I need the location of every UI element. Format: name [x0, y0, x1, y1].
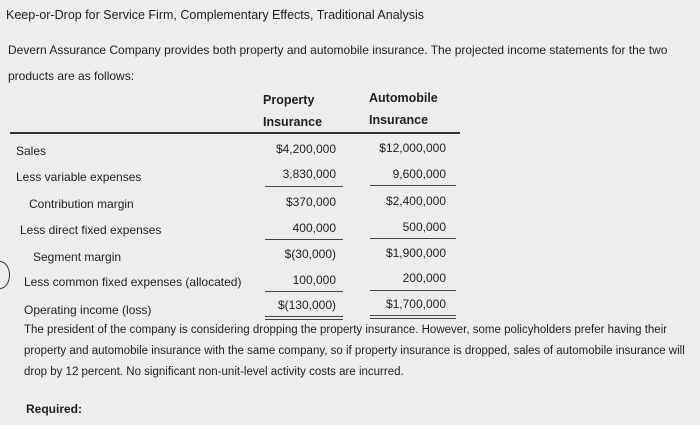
property-sales: $4,200,000: [275, 142, 336, 156]
property-header-line1: Property: [263, 93, 315, 107]
property-double-rule-top: [265, 316, 343, 317]
automobile-rule-3: [370, 290, 456, 291]
automobile-operating-income: $1,700,000: [385, 297, 446, 311]
property-segment-margin: $(30,000): [284, 247, 336, 261]
problem-paragraph: The president of the company is considering dropping the property insurance. However, some policyholders prefer having their property and automobile insurance with the same company, so if property insurance is dropped, sales of automobile insurance will drop by 12 percent. No significant non-unit-level activity costs are incurred.: [24, 324, 685, 378]
property-direct-fixed: 400,000: [292, 221, 336, 235]
property-common-fixed: 100,000: [292, 273, 336, 287]
automobile-rule-1: [370, 185, 456, 186]
left-edge-bracket: [0, 261, 10, 289]
property-rule-2: [265, 239, 343, 240]
property-rule-1: [265, 186, 343, 187]
row-label-sales: Sales: [16, 144, 47, 158]
automobile-double-rule-top: [370, 315, 456, 316]
problem-intro: Devern Assurance Company provides both property and automobile insurance. The projected income statements for the two products are as follows:: [8, 43, 668, 83]
automobile-header-line2: Insurance: [369, 113, 429, 127]
row-label-variable-expenses: Less variable expenses: [16, 170, 142, 184]
row-label-common-fixed: Less common fixed expenses (allocated): [24, 275, 242, 289]
row-label-direct-fixed: Less direct fixed expenses: [20, 223, 162, 237]
header-rule: [10, 132, 460, 134]
row-label-contribution-margin: Contribution margin: [29, 197, 134, 211]
property-contribution-margin: $370,000: [285, 195, 336, 209]
automobile-direct-fixed: 500,000: [402, 220, 446, 234]
row-label-operating-income: Operating income (loss): [24, 303, 152, 317]
automobile-contribution-margin: $2,400,000: [385, 194, 446, 208]
automobile-sales: $12,000,000: [379, 141, 446, 155]
automobile-variable-expenses: 9,600,000: [392, 167, 446, 181]
required-heading: Required:: [26, 402, 83, 416]
automobile-common-fixed: 200,000: [402, 271, 446, 285]
automobile-double-rule-bottom: [370, 318, 456, 319]
automobile-rule-2: [370, 238, 456, 239]
property-operating-income: $(130,000): [277, 298, 336, 312]
row-label-segment-margin: Segment margin: [33, 250, 122, 264]
property-header-line2: Insurance: [263, 115, 323, 129]
property-rule-3: [265, 291, 343, 292]
automobile-segment-margin: $1,900,000: [385, 246, 446, 260]
property-variable-expenses: 3,830,000: [282, 167, 336, 181]
problem-title: Keep-or-Drop for Service Firm, Complementary Effects, Traditional Analysis: [6, 8, 424, 22]
automobile-header-line1: Automobile: [369, 91, 438, 105]
